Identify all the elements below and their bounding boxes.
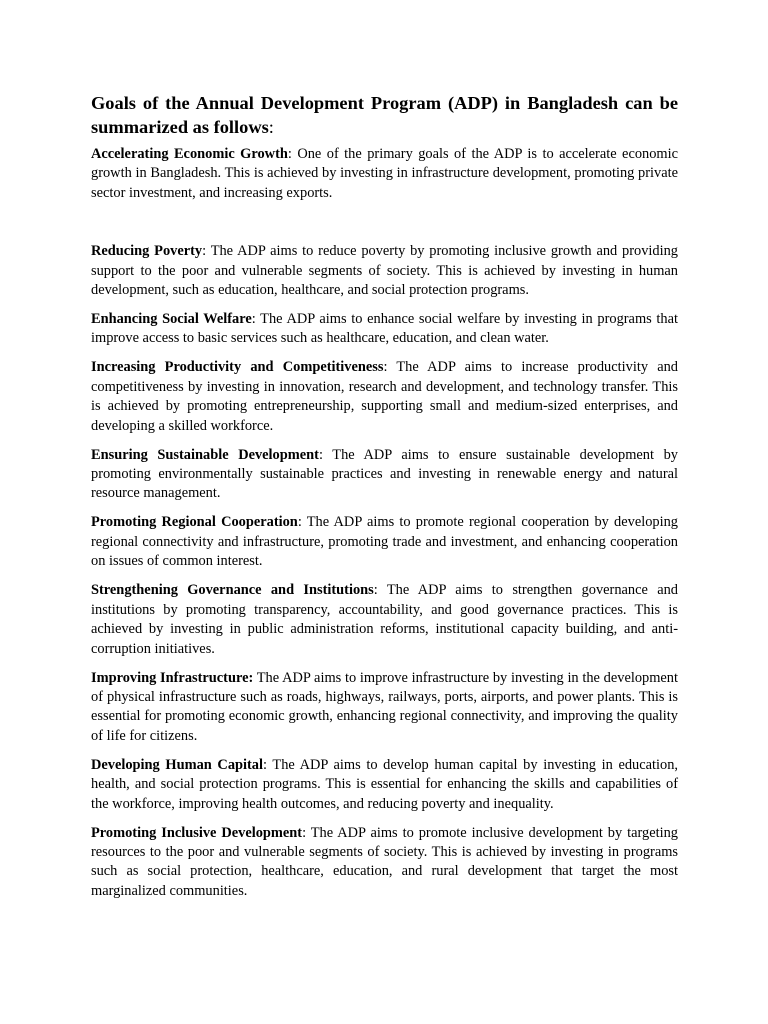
section-enhancing-social-welfare	[91, 310, 678, 349]
section-body: The ADP aims to enhance social welfare by investing in programs that improve access to basic services such as healthcare, education, and clean water.	[91, 311, 679, 347]
section-body: The ADP aims to strengthen governance and institutions by promoting transparency, accountability, and good governance practices. This is achieved by investing in public administration reforms, institutional capacity building, and anti-corruption initiatives.	[91, 582, 679, 657]
section-separator: :	[287, 146, 292, 162]
section-body: The ADP aims to promote regional cooperation by developing regional connectivity and infrastructure, promoting trade and investment, and enhancing cooperation on issues of common interest.	[91, 514, 678, 570]
section-heading: Improving Infrastructure:	[91, 669, 254, 686]
section-ensuring-sustainable-development	[91, 446, 678, 504]
section-separator: :	[318, 446, 323, 463]
section-heading: Accelerating Economic Growth	[91, 146, 288, 162]
section-accelerating-economic-growth	[91, 145, 678, 203]
section-increasing-productivity	[91, 358, 678, 436]
section-heading: Developing Human Capital	[91, 756, 264, 773]
section-separator: :	[373, 582, 378, 599]
section-promoting-inclusive-development	[91, 824, 678, 902]
title-text: Goals of the Annual Development Program (ADP) in Bangladesh can be summarized as follows	[91, 93, 678, 137]
section-heading: Strengthening Governance and Institutions	[91, 582, 374, 599]
section-separator: :	[202, 243, 207, 260]
section-heading: Reducing Poverty	[91, 243, 203, 260]
section-body: The ADP aims to increase productivity and competitiveness by investing in innovation, research and development, and technology transfer. This is achieved by promoting entrepreneurship, supporting small and medium-sized enterprises, and developing a skilled workforce.	[91, 359, 678, 434]
document-title	[91, 92, 678, 139]
section-heading: Promoting Inclusive Development	[91, 824, 303, 841]
section-reducing-poverty	[91, 242, 678, 300]
section-separator: :	[263, 756, 268, 773]
section-body: The ADP aims to reduce poverty by promoting inclusive growth and providing support to the poor and vulnerable segments of society. This is achieved by investing in human development, such as education, healthcare, and social protection programs.	[91, 243, 678, 299]
section-body: The ADP aims to improve infrastructure by investing in the development of physical infrastructure such as roads, highways, railways, ports, airports, and power plants. This is essential for promoting economic growth, enhancing regional connectivity, and improving the quality of life for citizens.	[91, 669, 679, 744]
section-body: The ADP aims to promote inclusive development by targeting resources to the poor and vulnerable segments of society. This is achieved by investing in programs such as social protection, healthcare, education, and rural development that target the most marginalized communities.	[91, 824, 679, 899]
section-heading: Ensuring Sustainable Development	[91, 446, 319, 463]
section-separator: :	[251, 311, 256, 328]
section-separator: :	[297, 514, 302, 531]
title-colon: :	[268, 116, 274, 137]
document-page	[91, 92, 678, 911]
section-heading: Promoting Regional Cooperation	[91, 514, 298, 531]
section-developing-human-capital	[91, 756, 678, 814]
section-body: The ADP aims to ensure sustainable development by promoting environmentally sustainable practices and investing in renewable energy and natural resource management.	[91, 446, 678, 502]
section-body: The ADP aims to develop human capital by investing in education, health, and social protection programs. This is essential for enhancing the skills and capabilities of the workforce, improving health outcomes, and reducing poverty and inequality.	[91, 756, 678, 812]
section-promoting-regional-cooperation	[91, 513, 678, 571]
section-heading: Increasing Productivity and Competitiveness	[91, 359, 384, 376]
section-strengthening-governance	[91, 581, 678, 659]
section-heading: Enhancing Social Welfare	[91, 311, 252, 328]
section-improving-infrastructure	[91, 669, 678, 747]
section-separator: :	[302, 824, 307, 841]
section-body: One of the primary goals of the ADP is to accelerate economic growth in Bangladesh. This is achieved by investing in infrastructure development, promoting private sector investment, and increasing exports.	[91, 146, 678, 201]
section-separator: :	[383, 359, 388, 376]
